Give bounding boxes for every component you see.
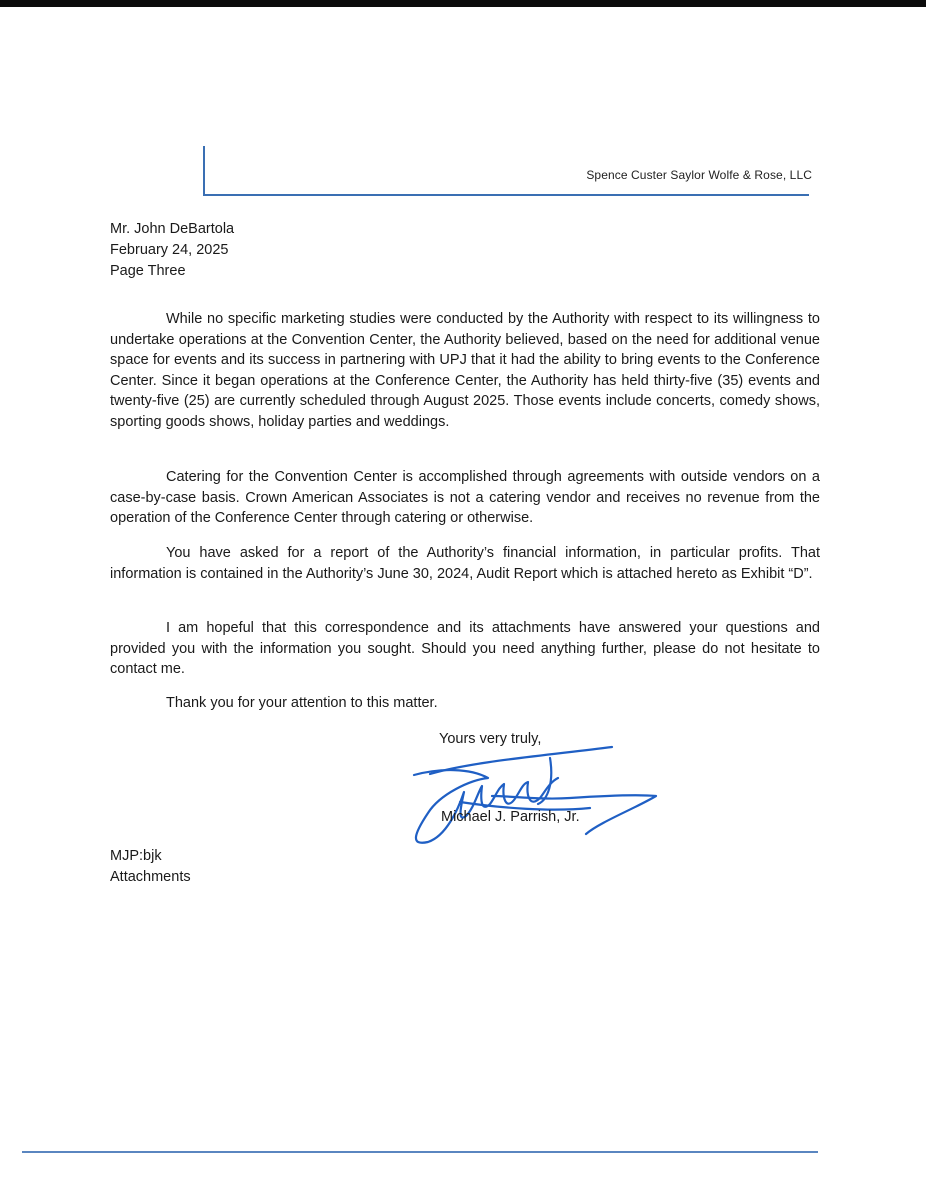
footer-rule [22, 1151, 818, 1153]
signer-name: Michael J. Parrish, Jr. [441, 809, 580, 825]
paragraph-events: While no specific marketing studies were conducted by the Authority with respect to its willingness to undertake operations at the Convention Center, the Authority believed, based on the need for additional venue space for events and its success in partnering with UPJ that it had the ability to bring events to the Conference Center. Since it began operations at the Conference Center, the Authority has held thirty-five (35) events and twenty-five (25) are currently scheduled through August 2025. Those events include concerts, comedy shows, sporting goods shows, holiday parties and weddings. [110, 311, 820, 430]
letterhead-vertical-rule [203, 146, 205, 196]
reference-initials: MJP:bjk [110, 848, 162, 864]
page-number: Page Three [110, 263, 186, 279]
valediction: Yours very truly, [439, 731, 542, 747]
paragraph-thanks: Thank you for your attention to this matter. [166, 695, 438, 711]
letter-date: February 24, 2025 [110, 242, 229, 258]
paragraph-conclusion: I am hopeful that this correspondence and its attachments have answered your questions and provided you with the information you sought. Should you need anything further, please do not hesitate to contact me. [110, 620, 820, 677]
scan-top-border [0, 0, 926, 7]
recipient-name: Mr. John DeBartola [110, 221, 235, 237]
address-block [110, 219, 234, 282]
paragraph-financial: You have asked for a report of the Authority’s financial information, in particular profits. That information is contained in the Authority’s June 30, 2024, Audit Report which is attached hereto as Exhibit “D”. [110, 545, 820, 582]
letterhead-horizontal-rule [203, 194, 809, 196]
letterhead-firm-name: Spence Custer Saylor Wolfe & Rose, LLC [586, 168, 812, 182]
enclosure-note: Attachments [110, 869, 191, 885]
reference-initials-block [110, 846, 191, 888]
handwritten-signature [400, 738, 670, 850]
paragraph-catering: Catering for the Convention Center is accomplished through agreements with outside vendors on a case-by-case basis. Crown American Associates is not a catering vendor and receives no revenue from the operation of the Conference Center through catering or otherwise. [110, 469, 820, 526]
